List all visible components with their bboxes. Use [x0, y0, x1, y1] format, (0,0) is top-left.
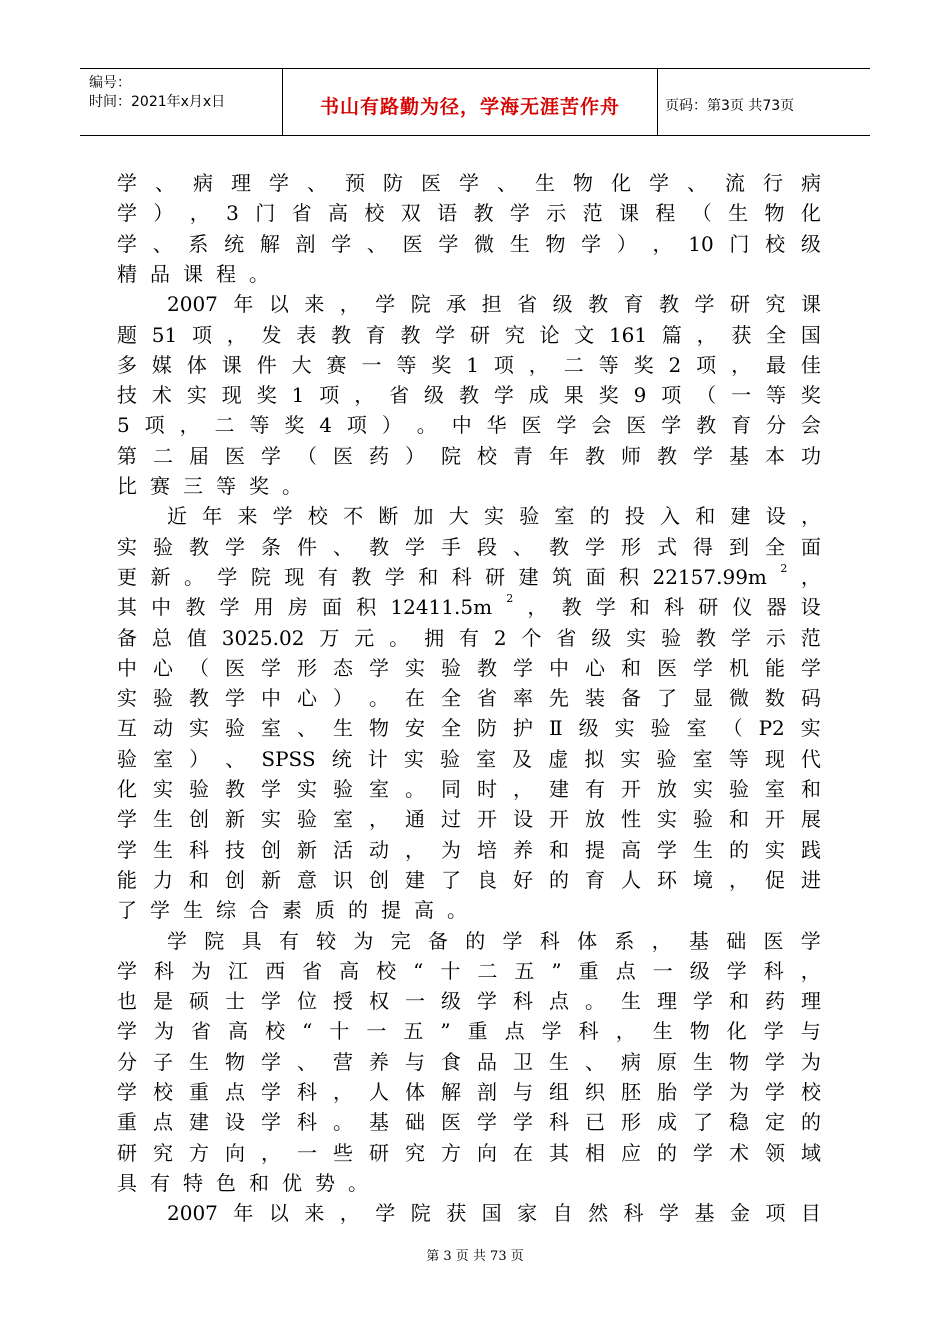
text-line: 互 动 实 验 室 、 生 物 安 全 防 护 Ⅱ 级 实 验 室 （ P2 实: [117, 716, 821, 741]
text-line: 学 院 具 有 较 为 完 备 的 学 科 体 系 ， 基 础 医 学: [167, 928, 821, 953]
text-line: 近 年 来 学 校 不 断 加 大 实 验 室 的 投 入 和 建 设 ，: [167, 504, 821, 529]
doc-time-label: 时间：2021年x月x日: [89, 94, 226, 110]
text-line: 了 学 生 综 合 素 质 的 提 高 。: [117, 898, 467, 923]
page-header: [80, 68, 870, 136]
text-line: 也 是 硕 士 学 位 授 权 一 级 学 科 点 。 生 理 学 和 药 理: [117, 989, 821, 1014]
header-right-cell: [658, 69, 870, 135]
text-line: 学 、 系 统 解 剖 学 、 医 学 微 生 物 学 ） ， 10 门 校 级: [117, 231, 821, 256]
text-line: 验 室 ） 、 SPSS 统 计 实 验 室 及 虚 拟 实 验 室 等 现 代: [117, 746, 821, 771]
header-page-info: 页码：第3页 共73页: [665, 98, 795, 114]
text-line: 实 验 教 学 中 心 ） 。 在 全 省 率 先 装 备 了 显 微 数 码: [117, 686, 821, 711]
header-motto: 书山有路勤为径，学海无涯苦作舟: [319, 96, 620, 118]
text-line: 学 生 科 技 创 新 活 动 ， 为 培 养 和 提 高 学 生 的 实 践: [117, 837, 821, 862]
text-line: 实 验 教 学 条 件 、 教 学 手 段 、 教 学 形 式 得 到 全 面: [117, 534, 821, 559]
text-line: 具 有 特 色 和 优 势 。: [117, 1170, 368, 1195]
text-line: 能 力 和 创 新 意 识 创 建 了 良 好 的 育 人 环 境 ， 促 进: [117, 867, 821, 892]
text-line: 研 究 方 向 ， 一 些 研 究 方 向 在 其 相 应 的 学 术 领 域: [117, 1140, 821, 1165]
text-line: 学 、 病 理 学 、 预 防 医 学 、 生 物 化 学 、 流 行 病: [117, 171, 821, 195]
text-line: 备 总 值 3025.02 万 元 。 拥 有 2 个 省 级 实 验 教 学 示 范: [117, 625, 821, 650]
page-footer: 第 3 页 共 73 页: [426, 1249, 524, 1264]
text-line: 学 生 创 新 实 验 室 ， 通 过 开 设 开 放 性 实 验 和 开 展: [117, 807, 821, 832]
text-line: 其 中 教 学 用 房 面 积 12411.5m $^2$ ， 教 学 和 科 研 仪 器 设: [117, 592, 821, 620]
text-line: 技 术 实 现 奖 1 项 ， 省 级 教 学 成 果 奖 9 项 （ 一 等 奖: [117, 383, 821, 408]
text-line: 2007 年 以 来 ， 学 院 承 担 省 级 教 育 教 学 研 究 课: [167, 292, 821, 317]
text-line: 5 项 ， 二 等 奖 4 项 ） 。 中 华 医 学 会 医 学 教 育 分 会: [117, 413, 821, 438]
text-line: 分 子 生 物 学 、 营 养 与 食 品 卫 生 、 病 原 生 物 学 为: [117, 1049, 821, 1074]
text-line: 2007 年 以 来 ， 学 院 获 国 家 自 然 科 学 基 金 项 目: [167, 1201, 821, 1226]
text-line: 学 ） ， 3 门 省 高 校 双 语 教 学 示 范 课 程 （ 生 物 化: [117, 201, 821, 226]
text-line: 更 新 。 学 院 现 有 教 学 和 科 研 建 筑 面 积 22157.99m $^2$ ，: [117, 561, 821, 589]
header-left-cell: [80, 69, 283, 135]
text-line: 化 实 验 教 学 实 验 室 。 同 时 ， 建 有 开 放 实 验 室 和: [117, 777, 821, 801]
text-line: 精 品 课 程 。: [117, 261, 269, 286]
text-line: 第 二 届 医 学 （ 医 药 ） 院 校 青 年 教 师 教 学 基 本 功: [117, 443, 821, 468]
text-line: 重 点 建 设 学 科 。 基 础 医 学 学 科 已 形 成 了 稳 定 的: [117, 1110, 821, 1135]
header-middle-cell: [283, 69, 658, 135]
text-line: 学 校 重 点 学 科 ， 人 体 解 剖 与 组 织 胚 胎 学 为 学 校: [117, 1080, 821, 1104]
text-line: 中 心 （ 医 学 形 态 学 实 验 教 学 中 心 和 医 学 机 能 学: [117, 655, 821, 680]
text-line: 学 为 省 高 校 “ 十 一 五 ” 重 点 学 科 ， 生 物 化 学 与: [117, 1019, 821, 1044]
text-line: 比 赛 三 等 奖 。: [117, 474, 302, 498]
text-line: 题 51 项 ， 发 表 教 育 教 学 研 究 论 文 161 篇 ， 获 全 国: [117, 322, 821, 347]
doc-number-label: 编号：: [89, 75, 131, 91]
text-line: 多 媒 体 课 件 大 赛 一 等 奖 1 项 ， 二 等 奖 2 项 ， 最 佳: [117, 352, 821, 377]
text-line: 学 科 为 江 西 省 高 校 “ 十 二 五 ” 重 点 一 级 学 科 ，: [117, 958, 821, 983]
